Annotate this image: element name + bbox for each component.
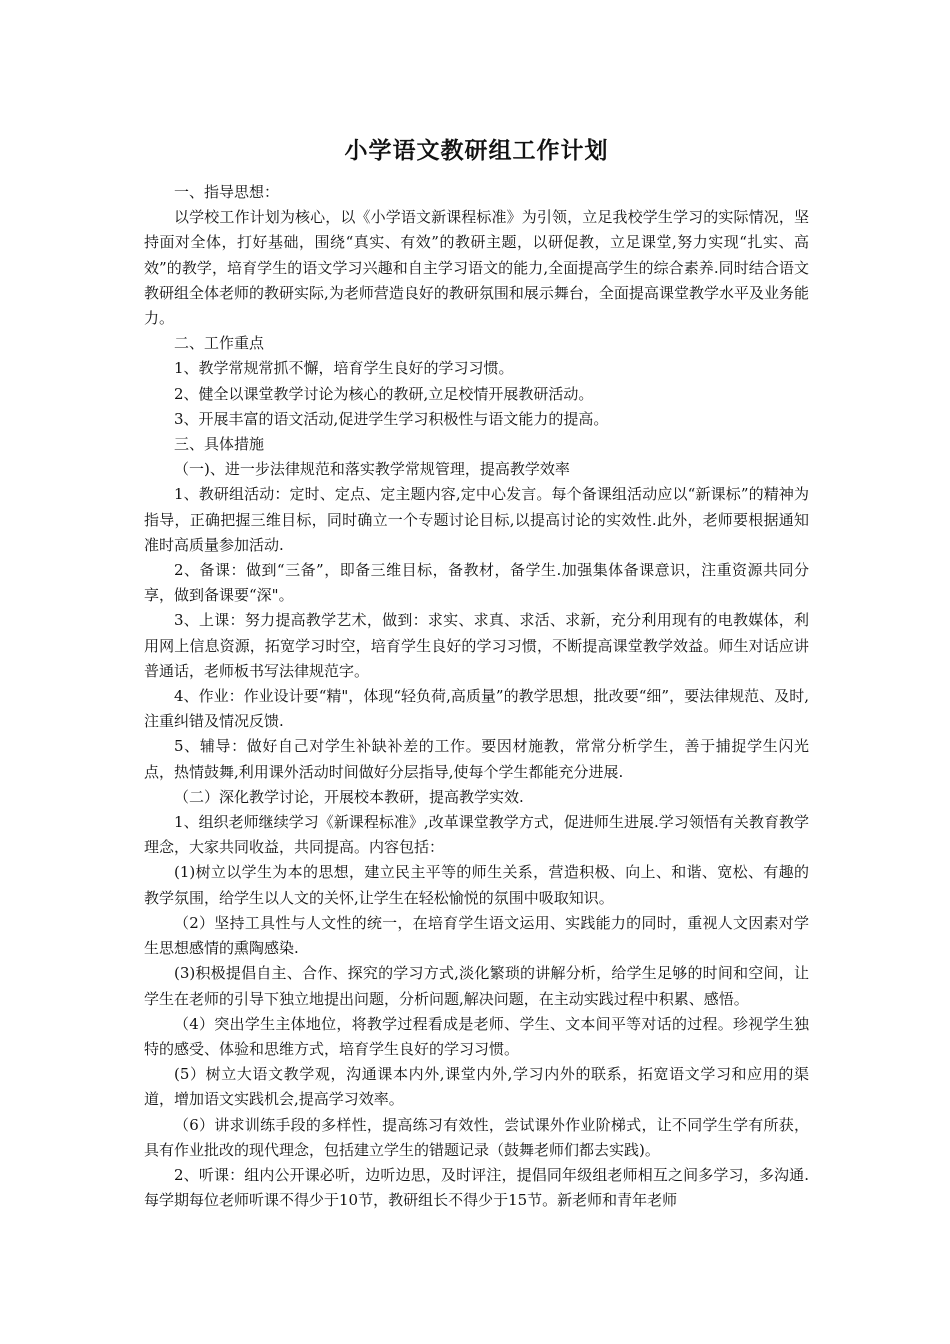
body-paragraph: 二、工作重点 bbox=[174, 334, 265, 353]
body-paragraph: 2、备课：做到“三备”，即备三维目标，备教材，备学生.加强集体备课意识，注重资源共同分享，做到备课要“深"。 bbox=[144, 561, 809, 605]
body-paragraph: 2、听课：组内公开课必听，边听边思，及时评注，提倡同年级组老师相互之间多学习，多沟通.每学期每位老师听课不得少于10节，教研组长不得少于15节。新老师和青年老师 bbox=[144, 1165, 809, 1210]
body-paragraph: 1、教学常规常抓不懈，培育学生良好的学习习惯。 bbox=[174, 359, 514, 378]
body-paragraph: 一、指导思想： bbox=[174, 183, 280, 201]
body-paragraph: （一)、进一步法律规范和落实教学常规管理，提高教学效率 bbox=[174, 460, 570, 479]
body-paragraph: 4、作业：作业设计要“精"，体现“轻负荷,高质量”的教学思想，批改要“细”，要法律规范、及时,注重纠错及情况反馈. bbox=[144, 687, 809, 731]
body-paragraph: 5、辅导：做好自己对学生补缺补差的工作。要因材施教，常常分析学生，善于捕捉学生闪光点，热情鼓舞,利用课外活动时间做好分层指导,使每个学生都能充分进展. bbox=[144, 737, 809, 781]
body-paragraph: （2）坚持工具性与人文性的统一，在培育学生语文运用、实践能力的同时，重视人文因素对学生思想感情的熏陶感染. bbox=[144, 913, 809, 958]
body-paragraph: （6）讲求训练手段的多样性，提高练习有效性，尝试课外作业阶梯式，让不同学生学有所获，具有作业批改的现代理念，包括建立学生的错题记录（鼓舞老师们都去实践)。 bbox=[144, 1115, 809, 1159]
body-paragraph: 以学校工作计划为核心，以《小学语文新课程标准》为引领，立足我校学生学习的实际情况，坚持面对全体，打好基础，围绕“真实、有效”的教研主题，以研促教，立足课堂,努力实现“扎实、高效”的教学，培育学生的语文学习兴趣和自主学习语文的能力,全面提高学生的综合素养.同时结合语文教研组全体老师的教研实际,为老师营造良好的教研氛围和展示舞台，全面提高课堂教学水平及业务能力。 bbox=[144, 208, 809, 328]
body-paragraph: 3、上课：努力提高教学艺术，做到：求实、求真、求活、求新，充分利用现有的电教媒体，利用网上信息资源，拓宽学习时空，培育学生良好的学习习惯，不断提高课堂教学效益。师生对话应讲普通话，老师板书写法律规范字。 bbox=[144, 611, 809, 680]
body-paragraph: 1、教研组活动：定时、定点、定主题内容,定中心发言。每个备课组活动应以“新课标”的精神为指导，正确把握三维目标，同时确立一个专题讨论目标,以提高讨论的实效性.此外，老师要根据通知准时高质量参加活动. bbox=[144, 485, 809, 554]
body-paragraph: （4）突出学生主体地位，将教学过程看成是老师、学生、文本间平等对话的过程。珍视学生独特的感受、体验和思维方式，培育学生良好的学习习惯。 bbox=[144, 1014, 809, 1058]
body-paragraph: (1)树立以学生为本的思想，建立民主平等的师生关系，营造积极、向上、和谐、宽松、有趣的教学氛围，给学生以人文的关怀,让学生在轻松愉悦的氛围中吸取知识。 bbox=[144, 863, 809, 907]
body-paragraph: 2、健全以课堂教学讨论为核心的教研,立足校情开展教研活动。 bbox=[174, 384, 594, 403]
document-page bbox=[144, 128, 809, 1213]
body-paragraph: 三、具体措施 bbox=[174, 435, 265, 454]
document-title: 小学语文教研组工作计划 bbox=[344, 138, 609, 164]
body-paragraph: (5）树立大语文教学观，沟通课本内外,课堂内外,学习内外的联系，拓宽语文学习和应用的渠道，增加语文实践机会,提高学习效率。 bbox=[144, 1065, 809, 1109]
body-paragraph: (3)积极提倡自主、合作、探究的学习方式,淡化繁琐的讲解分析，给学生足够的时间和空间，让学生在老师的引导下独立地提出问题，分析问题,解决问题，在主动实践过程中积累、感悟。 bbox=[144, 964, 809, 1008]
body-paragraph: 3、开展丰富的语文活动,促进学生学习积极性与语文能力的提高。 bbox=[174, 409, 609, 428]
body-paragraph: 1、组织老师继续学习《新课程标准》,改革课堂教学方式，促进师生进展.学习领悟有关教育教学理念，大家共同收益，共同提高。内容包括： bbox=[144, 813, 809, 857]
document-body bbox=[144, 180, 809, 1213]
body-paragraph: （二）深化教学讨论，开展校本教研，提高教学实效. bbox=[174, 787, 524, 806]
